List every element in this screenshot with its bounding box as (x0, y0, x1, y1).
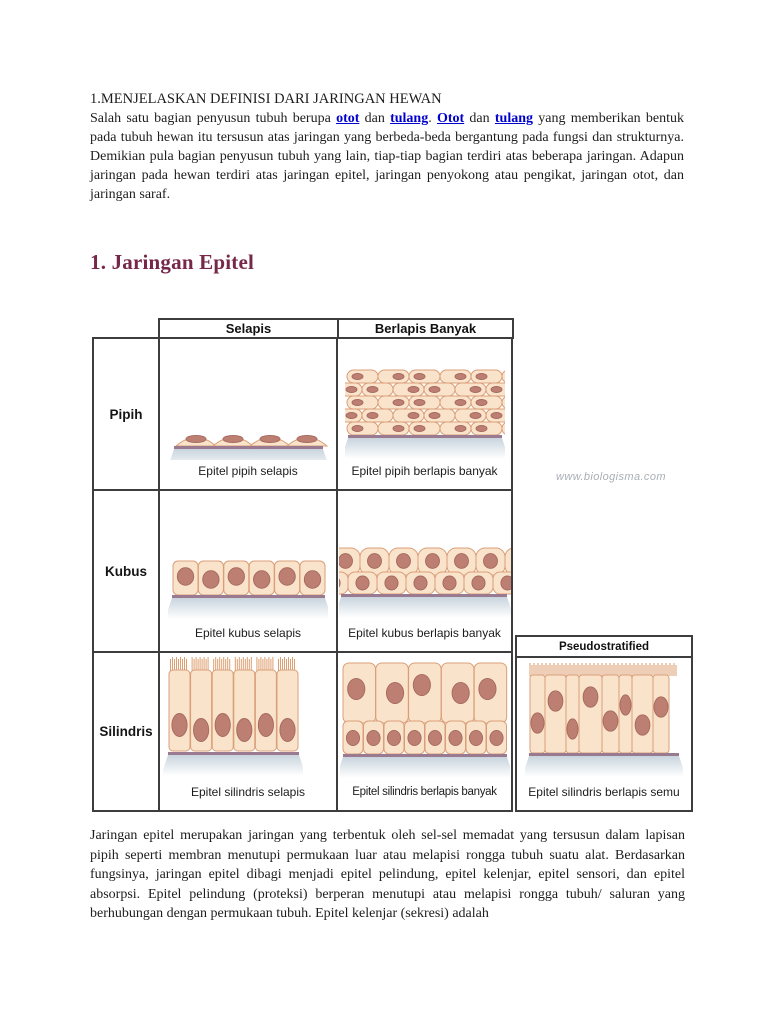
link-otot-1[interactable]: otot (336, 111, 360, 126)
tissue-illustration-silindris-semu (525, 659, 683, 781)
row-label-pipih: Pipih (94, 339, 160, 491)
topic-heading: 1.MENJELASKAN DEFINISI DARI JARINGAN HEWAN (90, 91, 442, 107)
column-header-selapis: Selapis (158, 318, 339, 339)
figure-cell-kubus-berlapis (338, 491, 511, 653)
link-tulang-1[interactable]: tulang (390, 111, 429, 126)
tissue-illustration-kubus-berlapis (339, 542, 511, 622)
epithelium-table (92, 337, 513, 812)
row-label-kubus: Kubus (94, 491, 160, 653)
column-header-pseudostratified: Pseudostratified (517, 637, 691, 658)
closing-paragraph: Jaringan epitel merupakan jaringan yang terbentuk oleh sel-sel memadat yang tersusun dalam lapisan pipih seperti membran menutupi permukaan luar atau melapisi rongga tubuh suatu alat. Berdasarkan fungsinya, jaringan epitel dibagi menjadi epitel pelindung, epitel kelenjar, epitel sensori, dan epitel absorpsi. Epitel pelindung (proteksi) berperan menutupi atau melapisi rongga tubuh/ saluran yang berhubungan dengan permukaan tubuh. Epitel kelenjar (sekresi) adalah (90, 828, 685, 921)
figure-cell-pipih-selapis (160, 339, 338, 491)
figure-cell-pipih-berlapis (338, 339, 511, 491)
intro-text-5: yang memberikan bentuk pada tubuh hewan itu tersusun atas jaringan yang berbeda-beda bergantung pada fungsi dan strukturnya. Demikian pula bagian penyusun tubuh yang lain, tiap-tiap bagian terdiri atas beberapa jaringan. Adapun jaringan pada hewan terdiri atas jaringan epitel, jaringan penyokong atau pengikat, jaringan otot, dan jaringan saraf. (90, 111, 685, 202)
figure-caption: Epitel silindris selapis (190, 785, 306, 799)
figure-cell-silindris-selapis (160, 653, 338, 810)
figure-caption: Epitel kubus berlapis banyak (348, 626, 501, 640)
tissue-illustration-silindris-selapis (163, 653, 303, 781)
figure-caption: Epitel silindris berlapis semu (528, 785, 680, 799)
figure-caption: Epitel silindris berlapis banyak (352, 786, 497, 798)
figure-cell-kubus-selapis (160, 491, 338, 653)
intro-text-4: dan (464, 111, 495, 126)
intro-text-3: . (428, 111, 437, 126)
watermark-url: www.biologisma.com (556, 471, 666, 483)
tissue-illustration-pipih-berlapis (345, 364, 505, 460)
figure-caption: Epitel pipih selapis (198, 464, 298, 478)
pseudostratified-panel (515, 635, 693, 812)
tissue-illustration-silindris-berlapis (340, 659, 510, 781)
figure-caption: Epitel pipih berlapis banyak (351, 464, 498, 478)
link-tulang-2[interactable]: tulang (494, 111, 534, 126)
tissue-illustration-kubus-selapis (168, 554, 328, 622)
row-label-silindris: Silindris (94, 653, 160, 810)
section-heading-jaringan-epitel: 1. Jaringan Epitel (90, 250, 255, 274)
tissue-illustration-pipih-selapis (168, 408, 328, 460)
intro-text-1: Salah satu bagian penyusun tubuh berupa (90, 111, 337, 126)
figure-cell-silindris-semu (517, 658, 691, 810)
figure-cell-silindris-berlapis (338, 653, 511, 810)
column-header-berlapis-banyak: Berlapis Banyak (337, 318, 514, 339)
intro-section (90, 90, 684, 204)
intro-text-2: dan (359, 111, 391, 126)
intro-paragraph (90, 109, 684, 204)
figure-caption: Epitel kubus selapis (194, 626, 302, 640)
link-otot-2[interactable]: Otot (436, 111, 465, 126)
